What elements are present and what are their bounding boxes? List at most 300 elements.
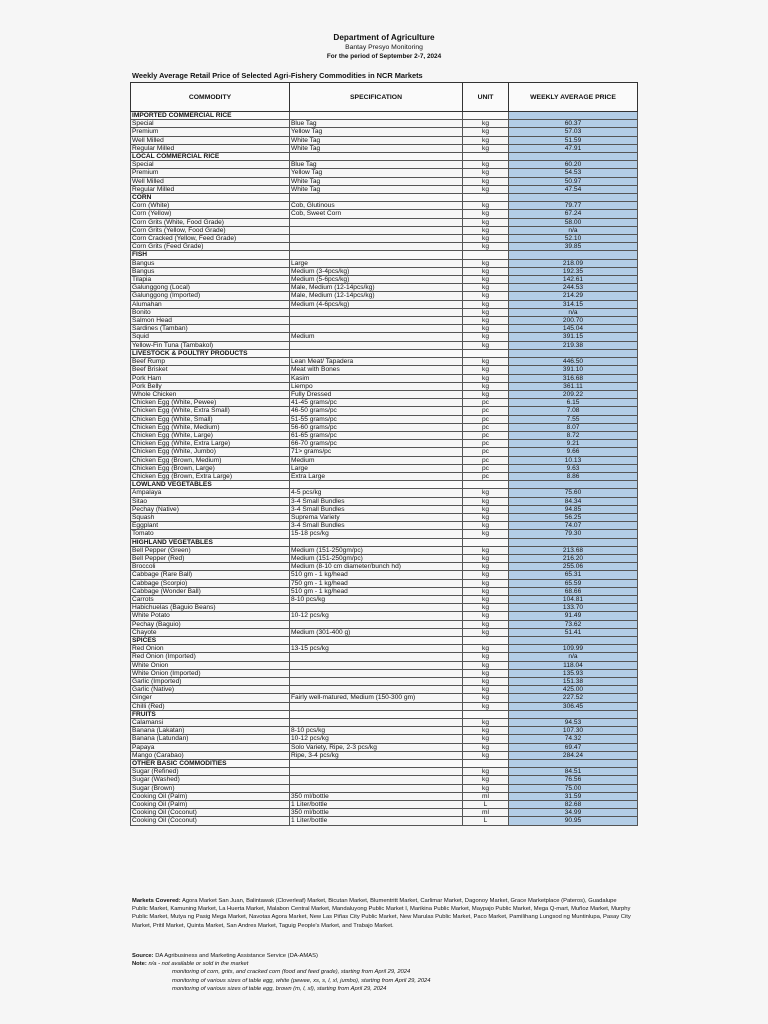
spec-cell: White Tag	[290, 177, 463, 185]
commodity-cell: Corn Cracked (Yellow, Feed Grade)	[131, 235, 290, 243]
commodity-row	[131, 243, 638, 251]
commodity-cell: Tomato	[131, 530, 290, 538]
unit-cell: kg	[463, 661, 509, 669]
commodity-cell: Chicken Egg (White, Extra Large)	[131, 440, 290, 448]
spec-cell: Fully Dressed	[290, 390, 463, 398]
price-cell: 84.51	[509, 768, 638, 776]
unit-cell: pc	[463, 407, 509, 415]
commodity-row	[131, 628, 638, 636]
category-label: CORN	[131, 194, 290, 202]
column-header-specification: SPECIFICATION	[290, 83, 463, 112]
unit-cell: kg	[463, 366, 509, 374]
commodity-cell: Corn (White)	[131, 202, 290, 210]
spec-cell: Fairly well-matured, Medium (150-300 gm)	[290, 694, 463, 702]
unit-cell: kg	[463, 702, 509, 710]
unit-cell	[463, 112, 509, 120]
price-cell: 9.63	[509, 464, 638, 472]
price-cell: 90.95	[509, 817, 638, 825]
commodity-row	[131, 595, 638, 603]
spec-cell: Cob, Sweet Corn	[290, 210, 463, 218]
price-cell: 39.85	[509, 243, 638, 251]
spec-cell: 350 ml/bottle	[290, 809, 463, 817]
price-cell: 47.54	[509, 185, 638, 193]
unit-cell	[463, 637, 509, 645]
spec-cell: Suprema Variety	[290, 513, 463, 521]
price-cell: 213.68	[509, 546, 638, 554]
spec-cell	[290, 604, 463, 612]
spec-cell: 3-4 Small Bundles	[290, 505, 463, 513]
commodity-row	[131, 719, 638, 727]
spec-cell: 350 ml/bottle	[290, 792, 463, 800]
price-cell: 65.31	[509, 571, 638, 579]
commodity-row	[131, 817, 638, 825]
price-cell: 107.30	[509, 727, 638, 735]
spec-cell: 10-12 pcs/kg	[290, 612, 463, 620]
price-cell: 284.24	[509, 751, 638, 759]
unit-cell: kg	[463, 587, 509, 595]
unit-cell: kg	[463, 276, 509, 284]
unit-cell: pc	[463, 464, 509, 472]
category-row	[131, 637, 638, 645]
unit-cell: kg	[463, 317, 509, 325]
commodity-row	[131, 604, 638, 612]
note-item: n/a - not available or sold in the market	[148, 961, 249, 968]
commodity-row	[131, 407, 638, 415]
commodity-cell: Chicken Egg (Brown, Large)	[131, 464, 290, 472]
price-cell: 67.24	[509, 210, 638, 218]
spec-cell: 4-5 pcs/kg	[290, 489, 463, 497]
commodity-row	[131, 218, 638, 226]
price-cell: 75.00	[509, 784, 638, 792]
spec-cell	[290, 702, 463, 710]
commodity-row	[131, 374, 638, 382]
commodity-row	[131, 431, 638, 439]
spec-cell: 10-12 pcs/kg	[290, 735, 463, 743]
commodity-row	[131, 366, 638, 374]
commodity-cell: Regular Milled	[131, 144, 290, 152]
commodity-cell: Chicken Egg (Brown, Extra Large)	[131, 472, 290, 480]
commodity-row	[131, 571, 638, 579]
spec-cell	[290, 637, 463, 645]
price-cell: 8.07	[509, 423, 638, 431]
commodity-row	[131, 768, 638, 776]
unit-cell: kg	[463, 669, 509, 677]
unit-cell: kg	[463, 678, 509, 686]
price-cell: 118.04	[509, 661, 638, 669]
category-row	[131, 112, 638, 120]
price-cell: 109.99	[509, 645, 638, 653]
spec-cell: 3-4 Small Bundles	[290, 497, 463, 505]
spec-cell	[290, 768, 463, 776]
spec-cell	[290, 620, 463, 628]
commodity-cell: Chayote	[131, 628, 290, 636]
unit-cell: kg	[463, 530, 509, 538]
commodity-cell: White Onion (Imported)	[131, 669, 290, 677]
spec-cell: 8-10 pcs/kg	[290, 727, 463, 735]
source-notes	[132, 952, 632, 993]
spec-cell	[290, 678, 463, 686]
commodity-cell: Sugar (Washed)	[131, 776, 290, 784]
commodity-cell: Cabbage (Rare Ball)	[131, 571, 290, 579]
table-header-row	[131, 83, 638, 112]
program-subtitle: Bantay Presyo Monitoring	[345, 43, 423, 51]
commodity-cell: Cooking Oil (Palm)	[131, 801, 290, 809]
commodity-row	[131, 317, 638, 325]
price-cell: 82.68	[509, 801, 638, 809]
commodity-cell: Pork Ham	[131, 374, 290, 382]
unit-cell: kg	[463, 390, 509, 398]
commodity-row	[131, 546, 638, 554]
markets-covered	[132, 897, 632, 930]
commodity-cell: Chicken Egg (White, Small)	[131, 415, 290, 423]
commodity-cell: Pechay (Native)	[131, 505, 290, 513]
unit-cell: kg	[463, 612, 509, 620]
commodity-row	[131, 390, 638, 398]
commodity-row	[131, 128, 638, 136]
commodity-cell: Pechay (Baguio)	[131, 620, 290, 628]
spec-cell: Medium (8-10 cm diameter/bunch hd)	[290, 563, 463, 571]
unit-cell: kg	[463, 489, 509, 497]
unit-cell: kg	[463, 727, 509, 735]
commodity-row	[131, 669, 638, 677]
commodity-row	[131, 308, 638, 316]
spec-cell: Lean Meat/ Tapadera	[290, 358, 463, 366]
unit-cell: pc	[463, 456, 509, 464]
source-line	[132, 952, 632, 960]
commodity-row	[131, 497, 638, 505]
unit-cell: kg	[463, 719, 509, 727]
spec-cell: Yellow Tag	[290, 128, 463, 136]
commodity-cell: Chicken Egg (White, Jumbo)	[131, 448, 290, 456]
price-cell: 60.37	[509, 120, 638, 128]
unit-cell: kg	[463, 604, 509, 612]
commodity-row	[131, 620, 638, 628]
price-cell: 391.10	[509, 366, 638, 374]
spec-cell	[290, 194, 463, 202]
commodity-cell: Regular Milled	[131, 185, 290, 193]
price-cell: n/a	[509, 308, 638, 316]
commodity-row	[131, 801, 638, 809]
spec-cell: Large	[290, 259, 463, 267]
commodity-cell: Cooking Oil (Coconut)	[131, 817, 290, 825]
price-cell	[509, 637, 638, 645]
unit-cell: kg	[463, 571, 509, 579]
price-cell: 151.38	[509, 678, 638, 686]
spec-cell	[290, 481, 463, 489]
note-item: monitoring of corn, grits, and cracked corn (food and feed grade), starting from April 29, 2024	[172, 969, 411, 976]
commodity-cell: Papaya	[131, 743, 290, 751]
spec-cell	[290, 153, 463, 161]
price-cell	[509, 112, 638, 120]
markets-text: Agora Market San Juan, Balintawak (Cloverleaf) Market, Bicutan Market, Blumentritt Market, Carlimar Market, Dagonoy Market, Grace Marketplace (Pateros), Guadalupe Public Market, Kamuning Market, La Huerta Market, Malabon Central Market, Mandaluyong Public Market I, Marikina Public Market, Maypajo Public Market, Mega Q-mart, Muñoz Market, Murphy Public Market, Mutya ng Pasig Mega Market, Navotas Agora Market, New Las Piñas City Public Market, New Marulas Public Market, Paco Market, Pamilihang Lungsod ng Muntinlupa, Pasay City Market, Pritil Market, Quinta Market, San Andres Market, Taguig People's Market, and Trabajo Market.	[132, 898, 631, 929]
unit-cell: kg	[463, 202, 509, 210]
unit-cell: kg	[463, 751, 509, 759]
commodity-row	[131, 177, 638, 185]
commodity-row	[131, 464, 638, 472]
unit-cell: kg	[463, 325, 509, 333]
spec-cell: 3-4 Small Bundles	[290, 522, 463, 530]
price-table	[130, 82, 638, 826]
commodity-row	[131, 161, 638, 169]
commodity-cell: Special	[131, 120, 290, 128]
commodity-row	[131, 169, 638, 177]
commodity-cell: Sugar (Brown)	[131, 784, 290, 792]
commodity-cell: Sugar (Refined)	[131, 768, 290, 776]
commodity-cell: Well Milled	[131, 177, 290, 185]
unit-cell: kg	[463, 563, 509, 571]
commodity-row	[131, 678, 638, 686]
price-cell: 7.55	[509, 415, 638, 423]
spec-cell: 61-65 grams/pc	[290, 431, 463, 439]
unit-cell: L	[463, 817, 509, 825]
commodity-cell: Broccoli	[131, 563, 290, 571]
spec-cell	[290, 112, 463, 120]
spec-cell: Cob, Glutinous	[290, 202, 463, 210]
department-title: Department of Agriculture	[333, 33, 435, 42]
price-cell: 68.66	[509, 587, 638, 595]
unit-cell: kg	[463, 768, 509, 776]
commodity-cell: Corn Grits (Feed Grade)	[131, 243, 290, 251]
price-cell: 76.56	[509, 776, 638, 784]
spec-cell: Medium (5-6pcs/kg)	[290, 276, 463, 284]
unit-cell: kg	[463, 735, 509, 743]
unit-cell	[463, 349, 509, 357]
commodity-row	[131, 522, 638, 530]
spec-cell: Liempo	[290, 382, 463, 390]
commodity-cell: Pork Belly	[131, 382, 290, 390]
category-row	[131, 349, 638, 357]
commodity-cell: Alumahan	[131, 300, 290, 308]
commodity-cell: Bangus	[131, 267, 290, 275]
unit-cell: kg	[463, 645, 509, 653]
category-label: FISH	[131, 251, 290, 259]
price-cell	[509, 194, 638, 202]
commodity-row	[131, 358, 638, 366]
unit-cell: kg	[463, 144, 509, 152]
commodity-row	[131, 259, 638, 267]
spec-cell: Extra Large	[290, 472, 463, 480]
commodity-row	[131, 300, 638, 308]
spec-cell: 41-45 grams/pc	[290, 399, 463, 407]
category-row	[131, 251, 638, 259]
commodity-row	[131, 136, 638, 144]
unit-cell: kg	[463, 784, 509, 792]
price-cell: 47.91	[509, 144, 638, 152]
price-cell: 145.04	[509, 325, 638, 333]
spec-cell	[290, 653, 463, 661]
price-cell: 361.11	[509, 382, 638, 390]
commodity-cell: Red Onion	[131, 645, 290, 653]
unit-cell: kg	[463, 128, 509, 136]
price-cell: 316.68	[509, 374, 638, 382]
price-cell	[509, 760, 638, 768]
price-cell: 51.59	[509, 136, 638, 144]
spec-cell	[290, 218, 463, 226]
table-body	[131, 112, 638, 826]
unit-cell: kg	[463, 358, 509, 366]
spec-cell	[290, 325, 463, 333]
spec-cell: 750 gm - 1 kg/head	[290, 579, 463, 587]
commodity-row	[131, 448, 638, 456]
unit-cell	[463, 194, 509, 202]
commodity-cell: Premium	[131, 128, 290, 136]
commodity-row	[131, 456, 638, 464]
unit-cell: pc	[463, 472, 509, 480]
commodity-cell: Ampalaya	[131, 489, 290, 497]
price-cell: 8.86	[509, 472, 638, 480]
commodity-cell: Calamansi	[131, 719, 290, 727]
spec-cell	[290, 538, 463, 546]
unit-cell: kg	[463, 497, 509, 505]
commodity-row	[131, 415, 638, 423]
price-cell: 84.34	[509, 497, 638, 505]
unit-cell: kg	[463, 694, 509, 702]
spec-cell: Medium (301-400 g)	[290, 628, 463, 636]
spec-cell	[290, 226, 463, 234]
price-cell: 214.29	[509, 292, 638, 300]
spec-cell	[290, 349, 463, 357]
unit-cell: kg	[463, 546, 509, 554]
source-text: DA Agribusiness and Marketing Assistance Service (DA-AMAS)	[155, 953, 318, 959]
commodity-cell: Eggplant	[131, 522, 290, 530]
price-cell: 69.47	[509, 743, 638, 751]
commodity-cell: Chilli (Red)	[131, 702, 290, 710]
unit-cell: kg	[463, 292, 509, 300]
price-cell: 50.97	[509, 177, 638, 185]
commodity-row	[131, 792, 638, 800]
unit-cell: kg	[463, 210, 509, 218]
commodity-cell: Carrots	[131, 595, 290, 603]
spec-cell: Medium (151-250gm/pc)	[290, 546, 463, 554]
unit-cell: kg	[463, 136, 509, 144]
spec-cell: Yellow Tag	[290, 169, 463, 177]
price-cell: 227.52	[509, 694, 638, 702]
commodity-cell: Chicken Egg (White, Medium)	[131, 423, 290, 431]
commodity-cell: Beef Rump	[131, 358, 290, 366]
commodity-row	[131, 702, 638, 710]
note-item: monitoring of various sizes of table egg, white (pewee, xs, s, l, xl, jumbo), starting from April 29, 2024	[172, 977, 431, 984]
commodity-cell: Cooking Oil (Palm)	[131, 792, 290, 800]
spec-cell	[290, 669, 463, 677]
price-cell: 216.20	[509, 554, 638, 562]
commodity-cell: Bell Pepper (Green)	[131, 546, 290, 554]
price-cell: 6.15	[509, 399, 638, 407]
commodity-cell: Squash	[131, 513, 290, 521]
spec-cell	[290, 308, 463, 316]
price-cell: 10.13	[509, 456, 638, 464]
unit-cell	[463, 538, 509, 546]
spec-cell: Medium (151-250gm/pc)	[290, 554, 463, 562]
note-item: monitoring of various sizes of table egg, brown (m, l, xl), starting from April 29, 2024	[172, 985, 387, 992]
category-label: LOCAL COMMERCIAL RICE	[131, 153, 290, 161]
commodity-cell: Sitao	[131, 497, 290, 505]
price-cell: 79.77	[509, 202, 638, 210]
commodity-cell: Beef Brisket	[131, 366, 290, 374]
spec-cell: 1 Liter/bottle	[290, 801, 463, 809]
commodity-row	[131, 751, 638, 759]
price-cell: 255.06	[509, 563, 638, 571]
unit-cell: ml	[463, 792, 509, 800]
price-cell: 7.08	[509, 407, 638, 415]
price-cell	[509, 349, 638, 357]
unit-cell: kg	[463, 177, 509, 185]
price-cell: 104.81	[509, 595, 638, 603]
spec-cell: Male, Medium (12-14pcs/kg)	[290, 292, 463, 300]
price-cell: 391.15	[509, 333, 638, 341]
commodity-cell: Galunggong (Imported)	[131, 292, 290, 300]
commodity-cell: Salmon Head	[131, 317, 290, 325]
price-cell: 9.66	[509, 448, 638, 456]
unit-cell: kg	[463, 161, 509, 169]
commodity-cell: Chicken Egg (White, Large)	[131, 431, 290, 439]
spec-cell	[290, 661, 463, 669]
price-cell: 306.45	[509, 702, 638, 710]
commodity-row	[131, 727, 638, 735]
commodity-cell: Special	[131, 161, 290, 169]
price-cell	[509, 481, 638, 489]
commodity-cell: Squid	[131, 333, 290, 341]
price-cell: 200.70	[509, 317, 638, 325]
document-header	[0, 33, 768, 62]
price-cell: 142.61	[509, 276, 638, 284]
spec-cell	[290, 251, 463, 259]
column-header-unit: UNIT	[463, 83, 509, 112]
commodity-cell: Garlic (Native)	[131, 686, 290, 694]
price-cell: 94.85	[509, 505, 638, 513]
unit-cell	[463, 153, 509, 161]
price-cell: 192.35	[509, 267, 638, 275]
spec-cell: Solo Variety, Ripe, 2-3 pcs/kg	[290, 743, 463, 751]
commodity-cell: Garlic (Imported)	[131, 678, 290, 686]
price-cell: 135.93	[509, 669, 638, 677]
commodity-cell: Chicken Egg (White, Extra Small)	[131, 407, 290, 415]
commodity-cell: Yellow-Fin Tuna (Tambakol)	[131, 341, 290, 349]
price-cell: 79.30	[509, 530, 638, 538]
unit-cell: kg	[463, 628, 509, 636]
spec-cell	[290, 710, 463, 718]
commodity-row	[131, 612, 638, 620]
unit-cell: kg	[463, 382, 509, 390]
unit-cell: kg	[463, 620, 509, 628]
spec-cell: 15-18 pcs/kg	[290, 530, 463, 538]
commodity-cell: White Onion	[131, 661, 290, 669]
price-cell: n/a	[509, 653, 638, 661]
commodity-row	[131, 440, 638, 448]
unit-cell: kg	[463, 308, 509, 316]
commodity-row	[131, 505, 638, 513]
commodity-cell: Red Onion (Imported)	[131, 653, 290, 661]
commodity-row	[131, 809, 638, 817]
spec-cell	[290, 243, 463, 251]
unit-cell: kg	[463, 120, 509, 128]
commodity-cell: Corn Grits (Yellow, Food Grade)	[131, 226, 290, 234]
commodity-row	[131, 743, 638, 751]
price-cell: 94.53	[509, 719, 638, 727]
price-cell: 9.21	[509, 440, 638, 448]
price-cell: 60.20	[509, 161, 638, 169]
commodity-row	[131, 513, 638, 521]
commodity-row	[131, 185, 638, 193]
unit-cell: kg	[463, 300, 509, 308]
spec-cell	[290, 776, 463, 784]
commodity-row	[131, 472, 638, 480]
spec-cell: 71> grams/pc	[290, 448, 463, 456]
commodity-cell: Chicken Egg (White, Pewee)	[131, 399, 290, 407]
price-cell: 209.22	[509, 390, 638, 398]
commodity-row	[131, 144, 638, 152]
spec-cell: White Tag	[290, 185, 463, 193]
spec-cell: Blue Tag	[290, 120, 463, 128]
